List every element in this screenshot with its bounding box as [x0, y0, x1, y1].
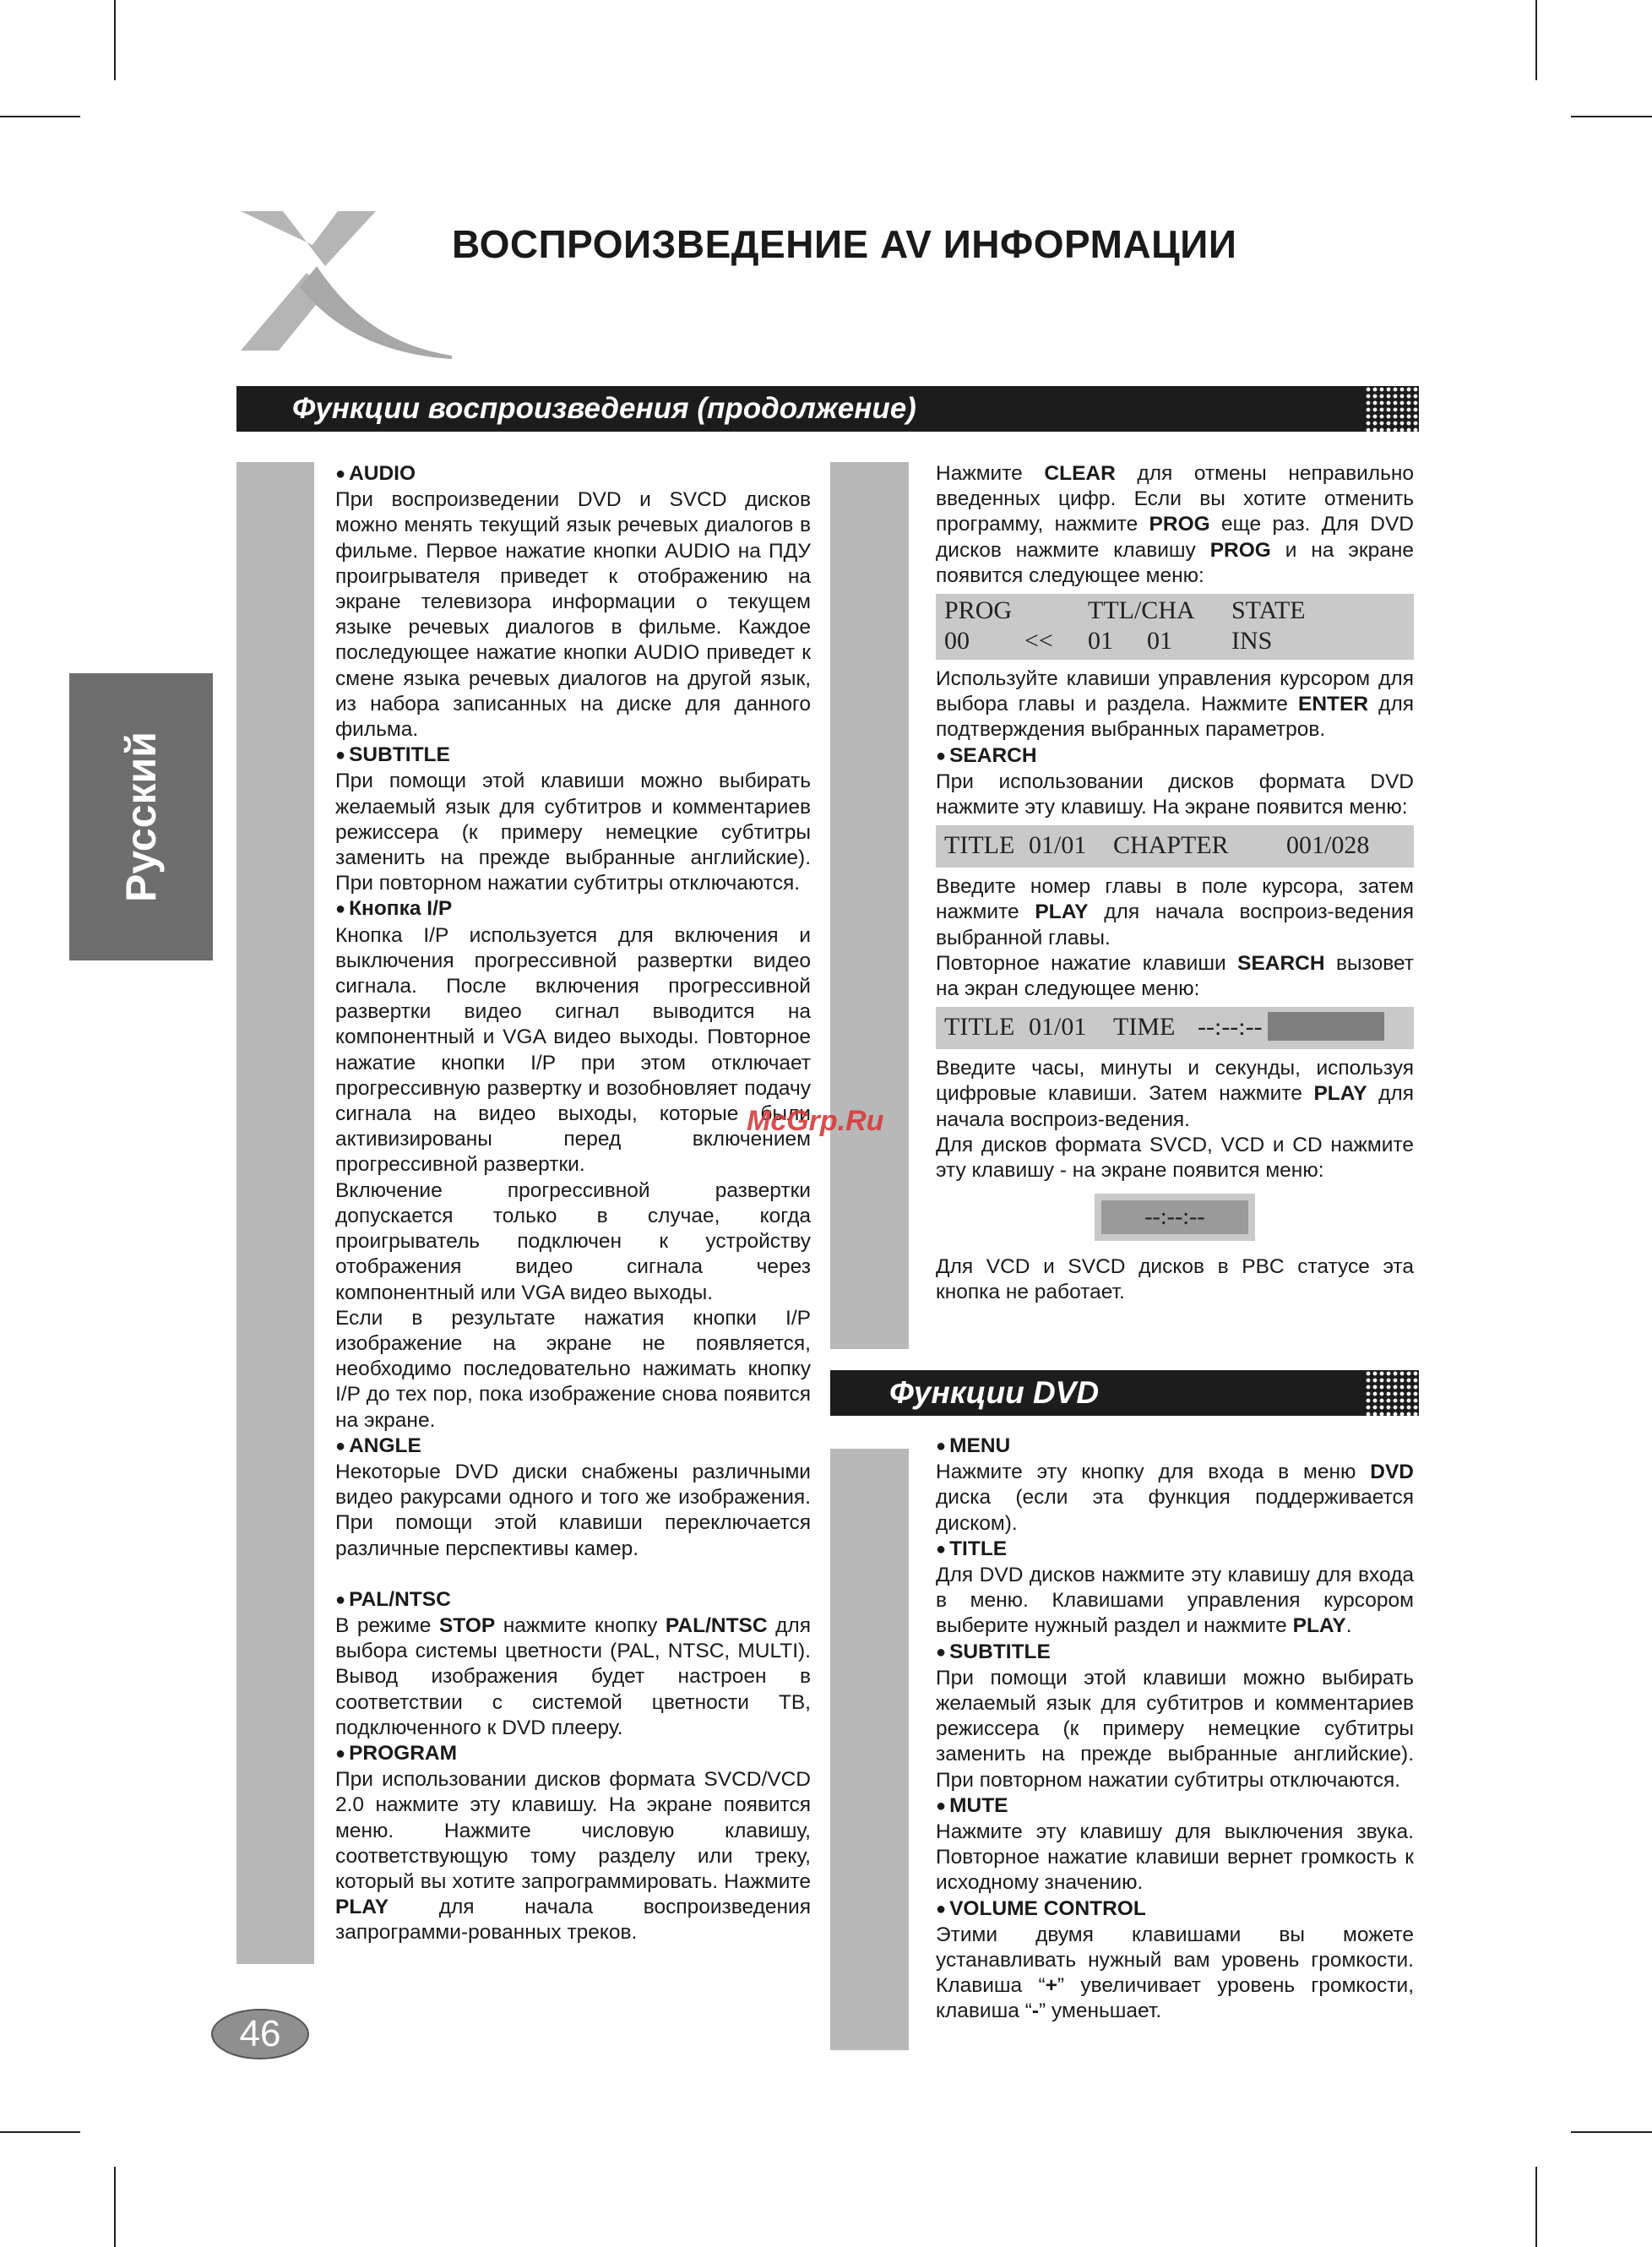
heading-program: ● PROGRAM	[335, 1741, 811, 1767]
language-tab	[69, 673, 213, 960]
dots-decoration	[1365, 386, 1419, 432]
x-logo-icon	[232, 207, 452, 359]
paragraph: Некоторые DVD диски снабжены различными видео ракурсами одного и того же изображения. При помощи этой клавиши переключается различные перспективы камер.	[335, 1460, 811, 1560]
time-only-menu-screen: --:--:--	[1095, 1194, 1255, 1241]
banner-title: Функции DVD	[889, 1375, 1100, 1410]
page-number-badge	[211, 2009, 309, 2059]
paragraph: Нажмите эту клавишу для выключения звука. Повторное нажатие клавиши вернет громкость к исходному значению.	[936, 1820, 1414, 1895]
right-margin-bar-top	[830, 462, 909, 1349]
language-label: Русский	[117, 731, 165, 903]
heading-volume-control: ● VOLUME CONTROL	[936, 1896, 1414, 1923]
heading-menu: ● MENU	[936, 1434, 1414, 1460]
banner-title: Функции воспроизведения (продолжение)	[292, 392, 916, 425]
paragraph: Нажмите CLEAR для отмены неправильно введенных цифр. Если вы хотите отменить программу, нажмите PROG еще раз. Для DVD дисков нажмите клавишу PROG и на экране появится следующее меню:	[936, 462, 1414, 587]
time-input-field	[1268, 1012, 1384, 1041]
heading-pal-ntsc: ● PAL/NTSC	[335, 1587, 811, 1613]
right-margin-bar-bottom	[830, 1449, 909, 2050]
paragraph: Повторное нажатие клавиши SEARCH вызовет на экран следующее меню:	[936, 951, 1414, 1001]
crop-mark	[0, 116, 80, 117]
left-column	[335, 461, 811, 1946]
heading-search: ● SEARCH	[936, 743, 1414, 770]
heading-subtitle: ● SUBTITLE	[335, 743, 811, 769]
heading-title: ● TITLE	[936, 1537, 1414, 1563]
paragraph: При воспроизведении DVD и SVCD дисков можно менять текущий язык речевых диалогов в фильме. Первое нажатие кнопки AUDIO на ПДУ проигрывателя приведет к отображению на экране телевизора информации о текущем языке речевых диалогов в фильме. Каждое последующее нажатие кнопки AUDIO приведет к смене языка речевых диалогов на другой язык, из набора записанных на диске для данного фильма.	[335, 488, 811, 742]
crop-mark	[114, 0, 116, 80]
crop-mark	[0, 2131, 80, 2133]
crop-mark	[114, 2167, 116, 2247]
crop-mark	[1535, 2167, 1537, 2247]
paragraph: Нажмите эту кнопку для входа в меню DVD диска (если эта функция поддерживается диском).	[936, 1461, 1414, 1535]
watermark: McGrp.Ru	[747, 1105, 884, 1137]
right-column-bottom	[936, 1434, 1414, 2025]
crop-mark	[1535, 0, 1537, 80]
heading-angle: ● ANGLE	[335, 1434, 811, 1460]
paragraph: Введите часы, минуты и секунды, используя цифровые клавиши. Затем нажмите PLAY для начала воспроиз-ведения.	[936, 1057, 1414, 1131]
right-column-top	[936, 461, 1414, 1306]
heading-ip: ● Кнопка I/P	[335, 896, 811, 922]
chapter-menu-screen: TITLE 01/01 CHAPTER 001/028	[936, 825, 1414, 868]
paragraph: Этими двумя клавишами вы можете устанавливать нужный вам уровень громкости. Клавиша “+” увеличивает уровень громкости, клавиша “-” уменьшает.	[936, 1923, 1415, 2023]
paragraph: Введите номер главы в поле курсора, затем нажмите PLAY для начала воспроиз-ведения выбранной главы.	[936, 875, 1414, 949]
time-menu-screen: TITLE 01/01 TIME --:--:--	[936, 1007, 1414, 1049]
paragraph: При помощи этой клавиши можно выбирать желаемый язык для субтитров и комментариев режиссера (к примеру немецкие субтитры заменить на прежде выбранные английские). При повторном нажатии субтитры отключаются.	[936, 1666, 1414, 1792]
paragraph: В режиме STOP нажмите кнопку PAL/NTSC для выбора системы цветности (PAL, NTSC, MULTI). Вывод изображения будет настроен в соответствии с системой цветности ТВ, подключенного к DVD плееру.	[335, 1613, 811, 1739]
paragraph: Для VCD и SVCD дисков в PBC статусе эта кнопка не работает.	[936, 1255, 1414, 1304]
section-banner-playback	[236, 386, 1419, 432]
left-margin-bar	[236, 462, 314, 1964]
heading-mute: ● MUTE	[936, 1793, 1414, 1820]
heading-subtitle: ● SUBTITLE	[936, 1640, 1414, 1666]
heading-audio: ● AUDIO	[335, 461, 811, 487]
page-number: 46	[239, 2013, 281, 2054]
crop-mark	[1571, 2131, 1652, 2133]
paragraph: Для дисков формата SVCD, VCD и CD нажмите эту клавишу - на экране появится меню:	[936, 1133, 1414, 1183]
page-title: ВОСПРОИЗВЕДЕНИЕ AV ИНФОРМАЦИИ	[452, 222, 1237, 266]
prog-menu-screen: PROG TTL/CHA STATE 00 << 01 01 INS	[936, 594, 1414, 660]
paragraph: Если в результате нажатия кнопки I/P изображение на экране не появляется, необходимо последовательно нажимать кнопку I/P до тех пор, пока изображение снова появится на экране.	[335, 1306, 811, 1432]
paragraph: Используйте клавиши управления курсором для выбора главы и раздела. Нажмите ENTER для подтверждения выбранных параметров.	[936, 667, 1415, 742]
section-banner-dvd	[830, 1370, 1419, 1416]
paragraph: При использовании дисков формата SVCD/VCD 2.0 нажмите эту клавишу. На экране появится меню. Нажмите числовую клавишу, соответствующую тому разделу или треку, который вы хотите запрограммировать. Нажмите PLAY для начала воспроизведения запрограмми-рованных треков.	[335, 1768, 811, 1945]
paragraph: При помощи этой клавиши можно выбирать желаемый язык для субтитров и комментариев режиссера (к примеру немецкие субтитры заменить на прежде выбранные английские). При повторном нажатии субтитры отключаются.	[335, 770, 811, 895]
paragraph: При использовании дисков формата DVD нажмите эту клавишу. На экране появится меню:	[936, 770, 1414, 819]
paragraph: Включение прогрессивной развертки допускается только в случае, когда проигрыватель подключен к устройству отображения видео сигнала через компонентный или VGA видео выходы.	[335, 1178, 811, 1304]
paragraph: Для DVD дисков нажмите эту клавишу для входа в меню. Клавишами управления курсором выберите нужный раздел и нажмите PLAY.	[936, 1564, 1414, 1638]
crop-mark	[1571, 116, 1652, 117]
paragraph: Кнопка I/P используется для включения и выключения прогрессивной развертки видео сигнала. После включения прогрессивной развертки видео сигнал выводится на компонентный и VGA видео выходы. Повторное нажатие кнопки I/P при этом отключает прогрессивную развертку и возобновляет подачу сигнала на видео выходы, которые были активизированы перед включением прогрессивной развертки.	[335, 923, 811, 1177]
dots-decoration	[1365, 1370, 1419, 1416]
